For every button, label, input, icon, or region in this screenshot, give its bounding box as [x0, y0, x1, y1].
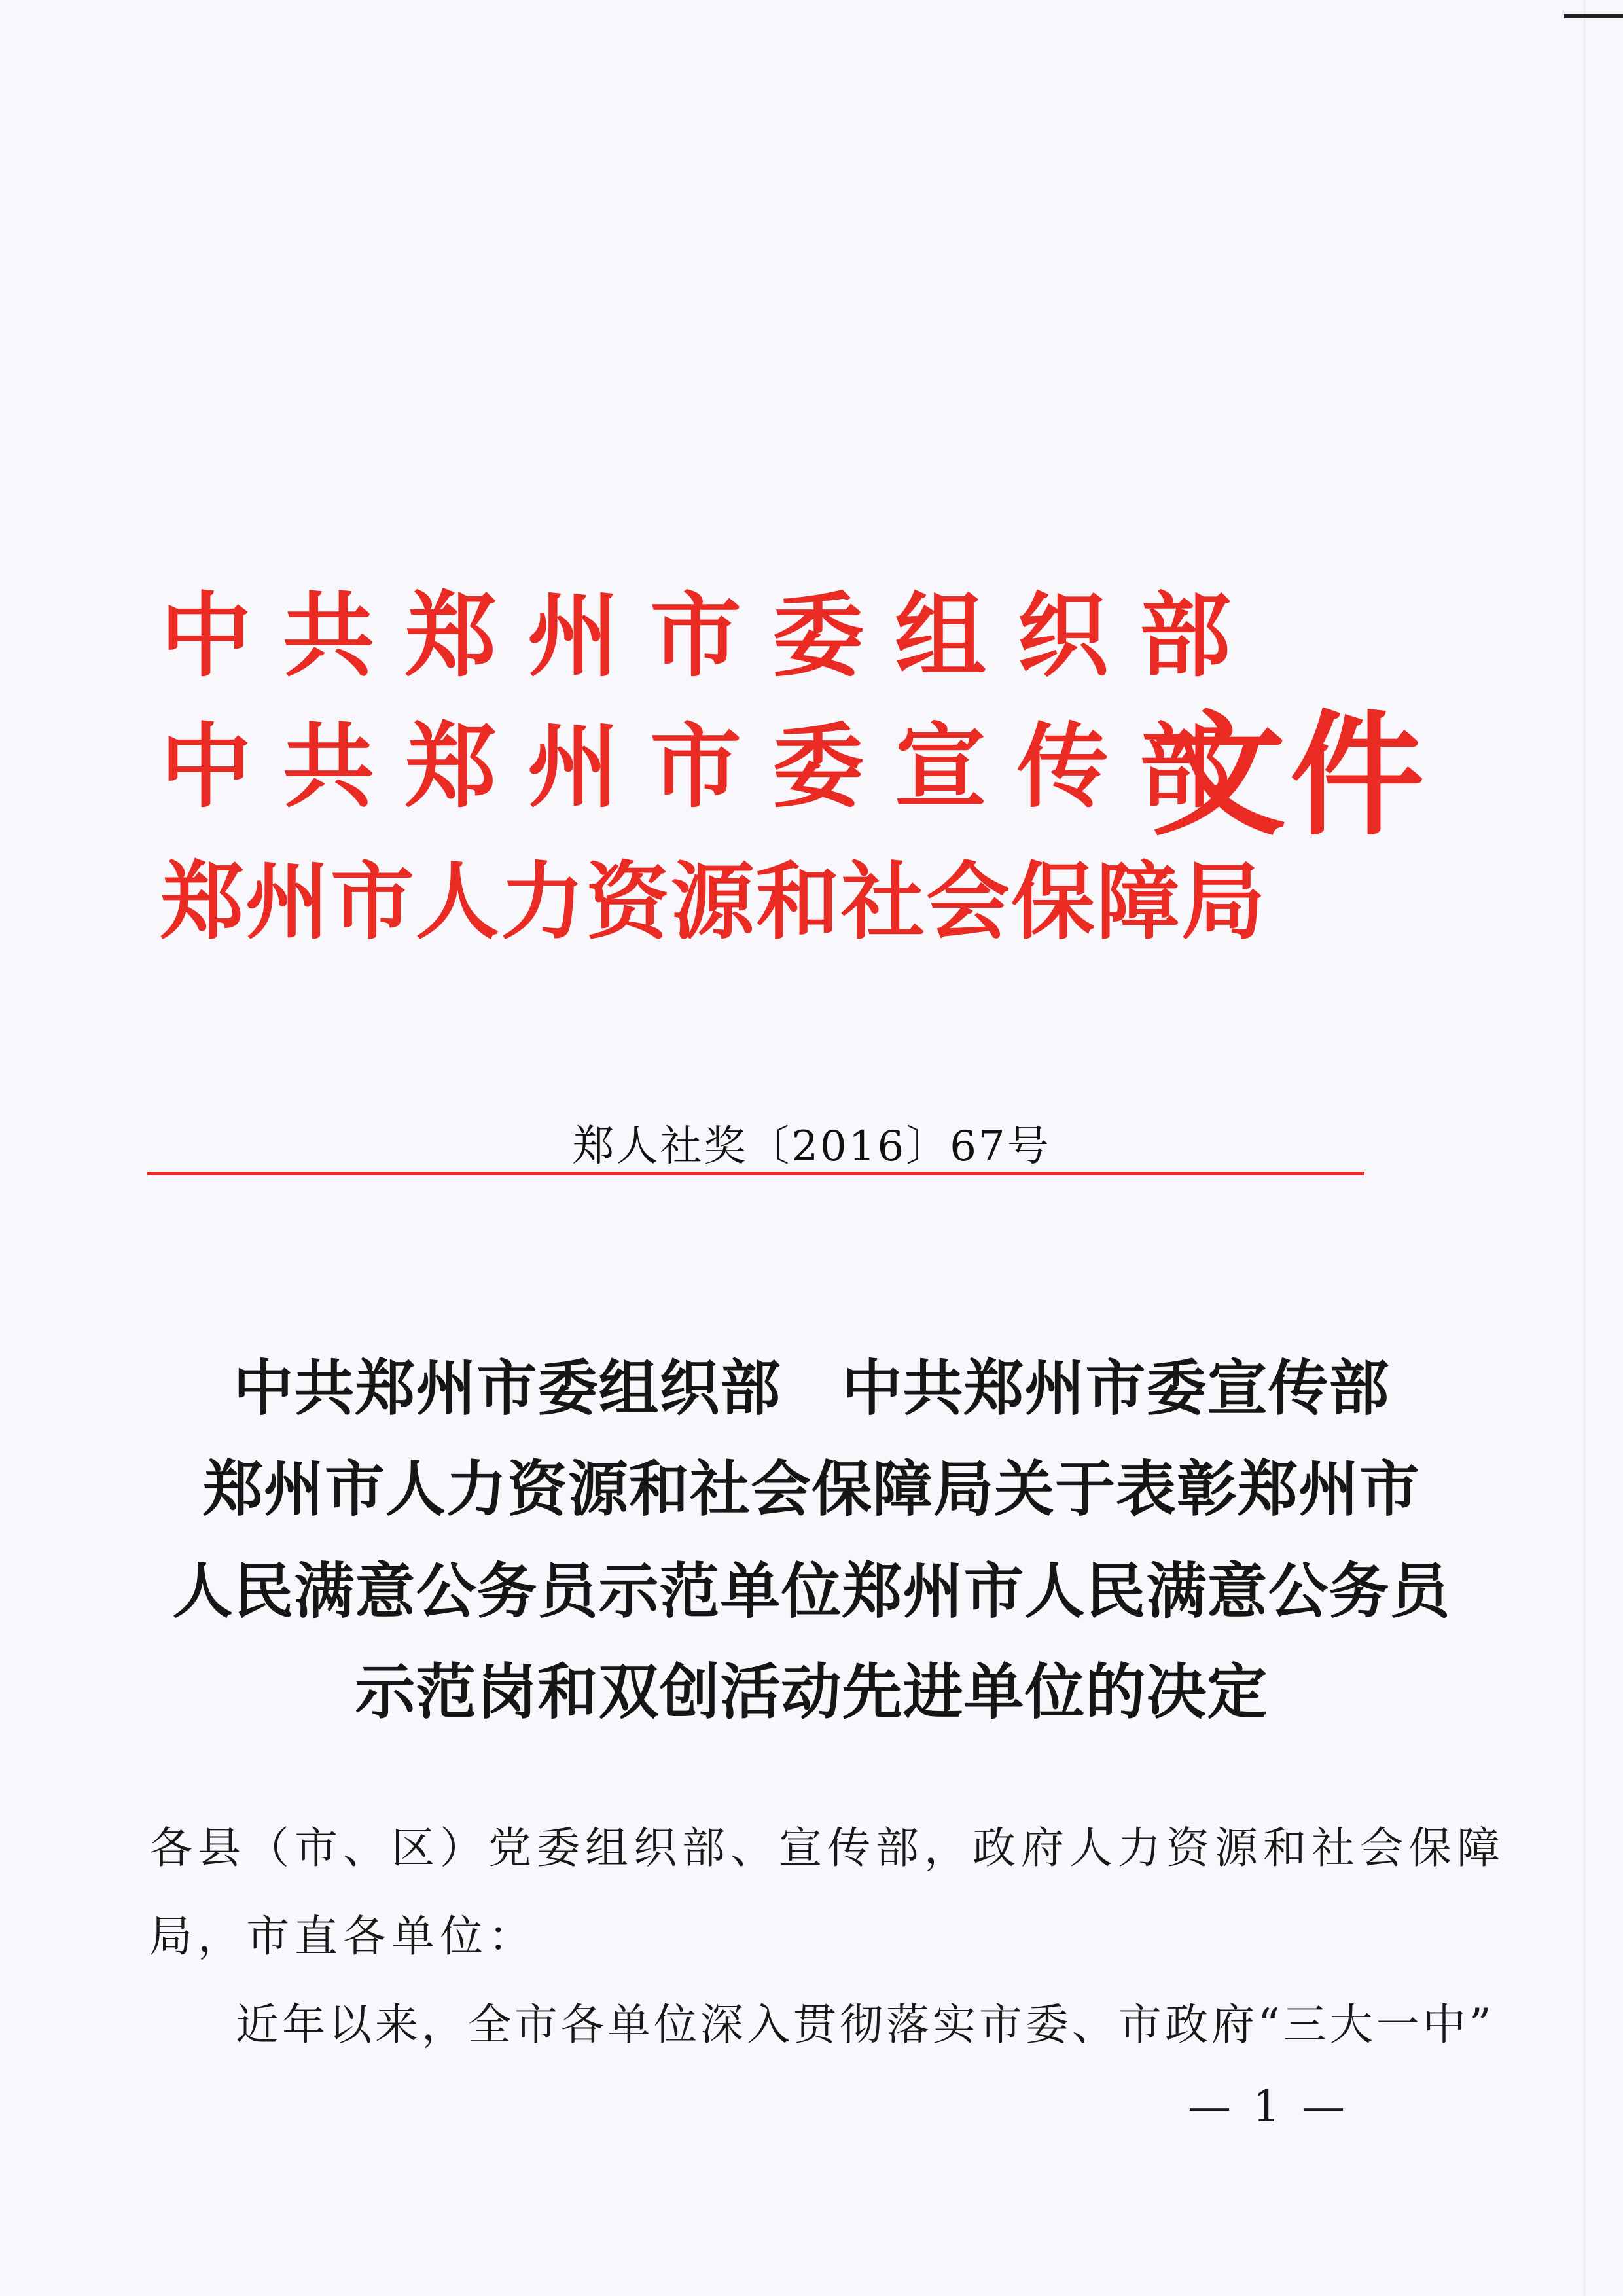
document-title-line-1: 中共郑州市委组织部 中共郑州市委宣传部	[233, 1353, 1390, 1424]
document-number: 郑人社奖〔2016〕67号	[572, 1122, 1051, 1171]
issuer-line-2: 中共郑州市委宣传部	[160, 713, 1262, 821]
document-word: 文件	[1152, 697, 1428, 854]
addressee-line-2: 局，市直各单位：	[149, 1911, 537, 1962]
scan-edge-mark	[1564, 14, 1623, 18]
document-title-line-3: 人民满意公务员示范单位郑州市人民满意公务员	[172, 1556, 1451, 1626]
reverse-side-bleed-through	[118, 308, 1400, 385]
red-separator-rule	[147, 1172, 1364, 1175]
document-title-line-2: 郑州市人力资源和社会保障局关于表彰郑州市	[202, 1454, 1420, 1524]
issuer-line-3: 郑州市人力资源和社会保障局	[160, 853, 1267, 951]
page-number: — 1 —	[1188, 2081, 1349, 2132]
issuer-line-1: 中共郑州市委组织部	[160, 583, 1262, 690]
body-paragraph-start: 近年以来，全市各单位深入贯彻落实市委、市政府“三大一中”	[236, 2000, 1495, 2050]
addressee-line-1: 各县（市、区）党委组织部、宣传部，政府人力资源和社会保障	[149, 1823, 1505, 1873]
document-title-line-4: 示范岗和双创活动先进单位的决定	[355, 1657, 1268, 1727]
